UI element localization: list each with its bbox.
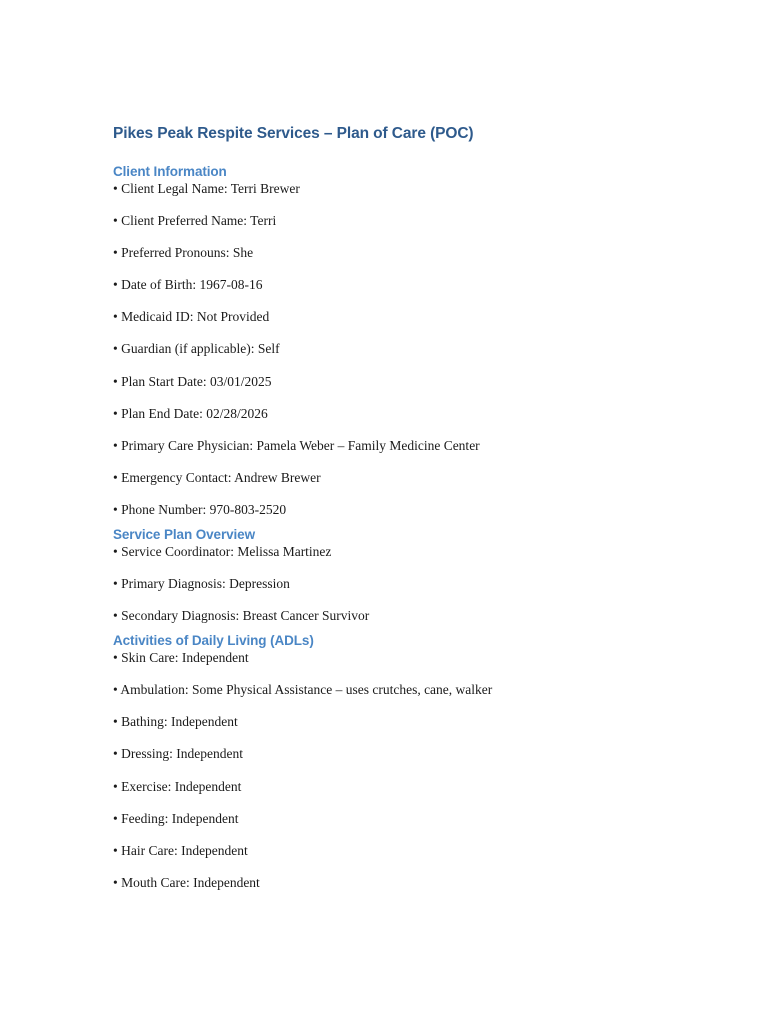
list-item: • Ambulation: Some Physical Assistance – uses crutches, cane, walker — [113, 682, 493, 698]
section-service-plan-overview — [113, 526, 733, 625]
section-activities-of-daily-living — [113, 632, 733, 892]
list-item: • Secondary Diagnosis: Breast Cancer Survivor — [113, 608, 370, 624]
list-item: • Dressing: Independent — [113, 746, 243, 762]
list-item: • Service Coordinator: Melissa Martinez — [113, 543, 332, 559]
list-item: • Primary Care Physician: Pamela Weber – Family Medicine Center — [113, 437, 480, 453]
list-item: • Primary Diagnosis: Depression — [113, 576, 290, 592]
field-list — [113, 180, 733, 519]
list-item: • Preferred Pronouns: She — [113, 245, 254, 261]
list-item: • Hair Care: Independent — [113, 842, 248, 858]
list-item: • Exercise: Independent — [113, 778, 242, 794]
section-heading: Service Plan Overview — [113, 526, 255, 542]
list-item: • Guardian (if applicable): Self — [113, 341, 280, 357]
section-heading: Activities of Daily Living (ADLs) — [113, 633, 314, 649]
list-item: • Client Legal Name: Terri Brewer — [113, 181, 300, 196]
list-item: • Date of Birth: 1967-08-16 — [113, 277, 263, 293]
list-item: • Emergency Contact: Andrew Brewer — [113, 469, 321, 485]
list-item: • Skin Care: Independent — [113, 650, 249, 666]
document-page — [113, 124, 733, 899]
section-client-information — [113, 163, 733, 519]
field-list — [113, 543, 733, 625]
list-item: • Phone Number: 970-803-2520 — [113, 501, 287, 517]
document-title: Pikes Peak Respite Services – Plan of Care (POC) — [113, 125, 474, 142]
list-item: • Plan End Date: 02/28/2026 — [113, 405, 268, 421]
list-item: • Plan Start Date: 03/01/2025 — [113, 373, 272, 389]
list-item: • Medicaid ID: Not Provided — [113, 309, 270, 325]
section-heading: Client Information — [113, 164, 227, 179]
list-item: • Client Preferred Name: Terri — [113, 213, 277, 229]
field-list — [113, 649, 733, 892]
list-item: • Bathing: Independent — [113, 714, 238, 730]
list-item: • Feeding: Independent — [113, 810, 239, 826]
list-item: • Mouth Care: Independent — [113, 874, 260, 890]
